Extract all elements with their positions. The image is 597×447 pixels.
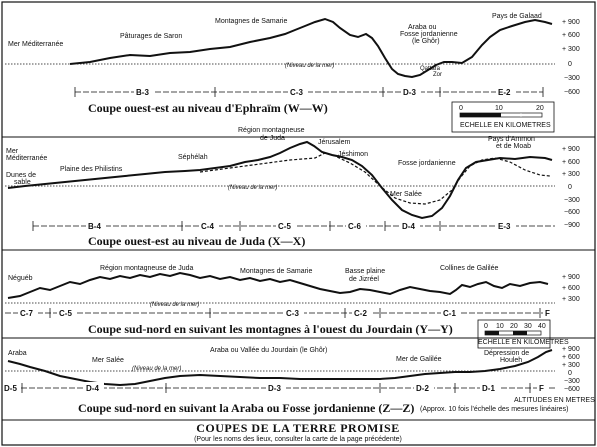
figure-title: COUPES DE LA TERRE PROMISE bbox=[196, 421, 400, 435]
place-label: Collines de Galilée bbox=[440, 265, 499, 272]
place-label: Néguéb bbox=[8, 275, 33, 282]
segment-label: D-3 bbox=[403, 88, 416, 97]
place-label: Pays de Galaad bbox=[492, 13, 542, 20]
panel-juda bbox=[5, 127, 580, 248]
place-label: (le Ghôr) bbox=[412, 38, 440, 45]
segment-label: D-4 bbox=[402, 222, 415, 231]
scale-title: ECHELLE EN KILOMETRES bbox=[478, 339, 569, 346]
altitude-label: + 600 bbox=[562, 285, 580, 292]
scale-tick-label: 30 bbox=[524, 323, 532, 330]
altitude-label: −600 bbox=[564, 209, 580, 216]
scale-tick-label: 20 bbox=[510, 323, 518, 330]
place-label: et de Moab bbox=[496, 143, 532, 150]
place-label: Araba ou bbox=[408, 24, 437, 31]
panel-caption: Coupe ouest-est au niveau de Juda (X—X) bbox=[88, 234, 306, 248]
panel-caption: Coupe sud-nord en suivant les montagnes à l'ouest du Jourdain (Y—Y) bbox=[88, 322, 453, 336]
segment-label: D-1 bbox=[482, 384, 495, 393]
sea-level-label: (Niveau de la mer) bbox=[132, 366, 182, 372]
place-label: Pays d'Ammon bbox=[488, 136, 535, 143]
place-label: de Jizréel bbox=[349, 276, 379, 283]
altitude-label: + 300 bbox=[562, 46, 580, 53]
place-label: Mer Salée bbox=[92, 357, 124, 364]
place-label: Plaine des Philistins bbox=[60, 166, 123, 173]
segment-label: C-3 bbox=[286, 309, 299, 318]
terrain-profile bbox=[8, 273, 548, 298]
altitude-label: + 300 bbox=[562, 362, 580, 369]
sea-level-label: (Niveau de la mer) bbox=[150, 302, 200, 308]
altitude-label: −300 bbox=[564, 378, 580, 385]
place-label: Méditerranée bbox=[6, 155, 48, 162]
altitude-scale bbox=[562, 146, 580, 229]
altitude-scale bbox=[562, 19, 580, 96]
altitude-label: + 600 bbox=[562, 159, 580, 166]
scale-tick-label: 40 bbox=[538, 323, 546, 330]
scale-tick-label: 0 bbox=[459, 105, 463, 112]
altitude-label: + 900 bbox=[562, 19, 580, 26]
segment-label: C-2 bbox=[354, 309, 367, 318]
sea-level-label: (Niveau de la mer) bbox=[228, 185, 278, 191]
segment-label: E-3 bbox=[498, 222, 511, 231]
segment-label: C-5 bbox=[278, 222, 291, 231]
segment-label: F bbox=[545, 309, 550, 318]
segment-label: C-6 bbox=[348, 222, 361, 231]
scale-tick-label: 10 bbox=[495, 105, 503, 112]
altitude-label: −600 bbox=[564, 386, 580, 393]
panel-caption: Coupe sud-nord en suivant la Araba ou Fosse jordanienne (Z—Z) bbox=[78, 401, 415, 415]
segment-label: C-5 bbox=[59, 309, 72, 318]
sea-level-label: (Niveau de la mer) bbox=[285, 63, 335, 69]
segment-label: C-4 bbox=[201, 222, 214, 231]
altitude-label: −900 bbox=[564, 222, 580, 229]
altitude-label: −600 bbox=[564, 89, 580, 96]
altitude-scale bbox=[562, 346, 580, 393]
place-label: Araba ou Vallée du Jourdain (le Ghôr) bbox=[210, 347, 328, 354]
altitude-label: 0 bbox=[568, 61, 572, 68]
segment-label: C-1 bbox=[443, 309, 456, 318]
segment-label: E-2 bbox=[498, 88, 511, 97]
altitude-units-note: ALTITUDES EN METRES bbox=[514, 397, 595, 404]
figure-subtitle: (Pour les noms des lieux, consulter la carte de la page précédente) bbox=[194, 436, 402, 443]
segment-label: D-2 bbox=[416, 384, 429, 393]
place-label: Qattara bbox=[420, 66, 441, 72]
altitude-label: + 600 bbox=[562, 354, 580, 361]
segment-label: D-5 bbox=[4, 384, 17, 393]
terrain-profile bbox=[8, 142, 552, 218]
segment-label: D-4 bbox=[86, 384, 99, 393]
place-label: Zor bbox=[433, 72, 442, 78]
kilometer-scale-bar bbox=[478, 320, 569, 348]
scale-tick-label: 20 bbox=[536, 105, 544, 112]
panel-araba bbox=[3, 346, 595, 415]
altitude-scale-note: (Approx. 10 fois l'échelle des mesures linéaires) bbox=[420, 406, 569, 413]
panel-ephraim bbox=[5, 13, 580, 132]
altitude-label: + 300 bbox=[562, 171, 580, 178]
place-label: Région montagneuse bbox=[238, 127, 305, 134]
place-label: Mer de Galilée bbox=[396, 356, 442, 363]
kilometer-scale-bar bbox=[452, 102, 554, 132]
scale-tick-label: 10 bbox=[496, 323, 504, 330]
place-label: Basse plaine bbox=[345, 268, 386, 275]
place-label: Jéshimon bbox=[338, 151, 368, 158]
altitude-label: + 900 bbox=[562, 274, 580, 281]
altitude-label: + 900 bbox=[562, 146, 580, 153]
altitude-label: + 900 bbox=[562, 346, 580, 353]
panel-caption: Coupe ouest-est au niveau d'Ephraïm (W—W) bbox=[88, 101, 328, 115]
altitude-label: 0 bbox=[568, 184, 572, 191]
segment-label: C-3 bbox=[290, 88, 303, 97]
place-label: Araba bbox=[8, 350, 27, 357]
terrain-profile bbox=[8, 350, 552, 385]
place-label: Mer bbox=[6, 148, 19, 155]
place-label: Région montagneuse de Juda bbox=[100, 265, 194, 272]
place-label: Mer Salée bbox=[390, 191, 422, 198]
altitude-label: + 600 bbox=[562, 32, 580, 39]
scale-title: ECHELLE EN KILOMETRES bbox=[460, 122, 551, 129]
place-label: Séphélah bbox=[178, 154, 208, 161]
scale-tick-label: 0 bbox=[484, 323, 488, 330]
place-label: de Juda bbox=[260, 135, 285, 142]
segment-label: B-4 bbox=[88, 222, 101, 231]
place-label: Fosse jordanienne bbox=[400, 31, 458, 38]
segment-label: B-3 bbox=[136, 88, 149, 97]
place-label: sable bbox=[14, 179, 31, 186]
panel-mountains bbox=[5, 265, 580, 348]
segment-label: D-3 bbox=[268, 384, 281, 393]
place-label: Dépression de bbox=[484, 350, 530, 357]
altitude-scale bbox=[562, 274, 580, 303]
altitude-label: 0 bbox=[568, 370, 572, 377]
altitude-label: + 300 bbox=[562, 296, 580, 303]
place-label: Montagnes de Samarie bbox=[240, 268, 313, 275]
place-label: Mer Méditerranée bbox=[8, 41, 64, 48]
segment-label: F bbox=[539, 384, 544, 393]
segment-label: C-7 bbox=[20, 309, 33, 318]
altitude-label: −300 bbox=[564, 197, 580, 204]
place-label: Pâturages de Saron bbox=[120, 33, 183, 40]
altitude-label: −300 bbox=[564, 75, 580, 82]
place-label: Houleh bbox=[500, 357, 523, 364]
place-label: Fosse jordanienne bbox=[398, 160, 456, 167]
place-label: Jérusalem bbox=[318, 139, 351, 146]
place-label: Montagnes de Samarie bbox=[215, 18, 288, 25]
place-label: Dunes de bbox=[6, 172, 36, 179]
